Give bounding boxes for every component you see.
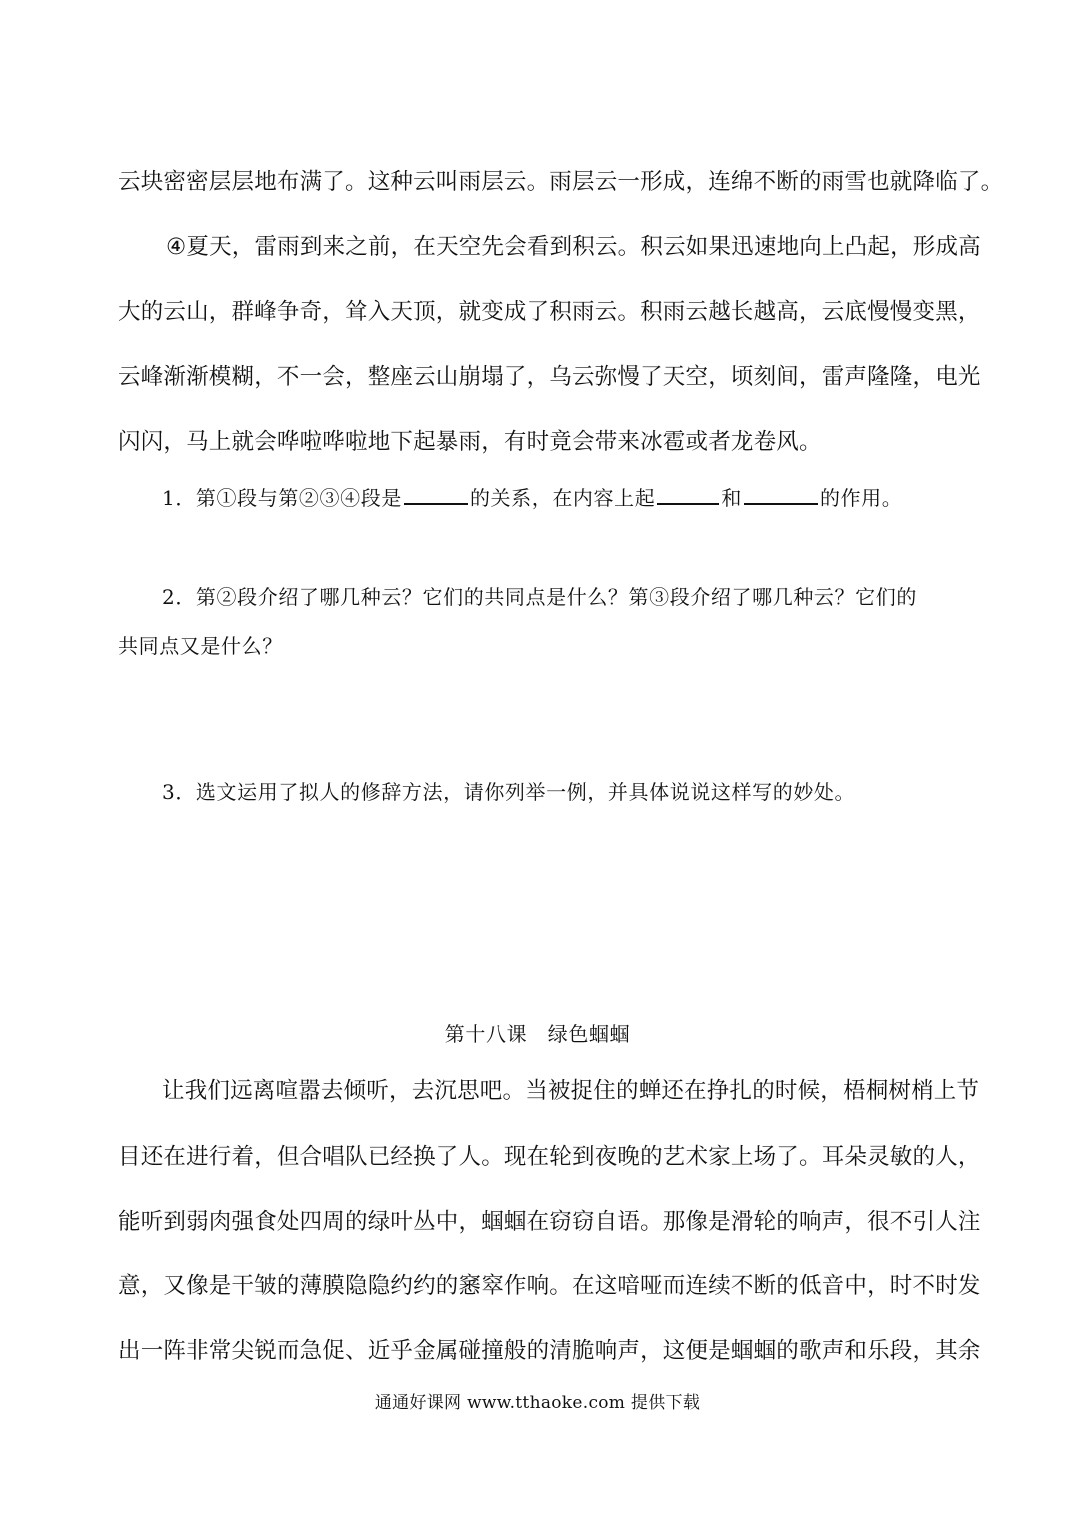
passage-line-5: 闪闪，马上就会哗啦哗啦地下起暴雨，有时竟会带来冰雹或者龙卷风。 — [118, 429, 822, 455]
question-2-line-1: 2．第②段介绍了哪几种云？它们的共同点是什么？第③段介绍了哪几种云？它们的 — [162, 585, 917, 609]
question-1-text-b: 的关系，在内容上起 — [469, 486, 656, 510]
question-3: 3．选文运用了拟人的修辞方法，请你列举一例，并具体说说这样写的妙处。 — [162, 780, 856, 804]
answer-blank-1[interactable] — [404, 483, 468, 505]
passage-line-4: 云峰渐渐模糊，不一会，整座云山崩塌了，乌云弥慢了天空，顷刻间，雷声隆隆，电光 — [118, 364, 981, 390]
question-2-line-2: 共同点又是什么？ — [118, 634, 283, 658]
passage-line-3: 大的云山，群峰争奇，耸入天顶，就变成了积雨云。积雨云越长越高，云底慢慢变黑， — [118, 299, 981, 325]
answer-blank-2[interactable] — [657, 483, 719, 505]
page-footer: 通通好课网 www.tthaoke.com 提供下载 — [374, 1393, 701, 1413]
answer-blank-3[interactable] — [744, 483, 818, 505]
lesson-line-1: 让我们远离喧嚣去倾听，去沉思吧。当被捉住的蝉还在挣扎的时候，梧桐树梢上节 — [162, 1078, 980, 1104]
question-1-text-c: 和 — [721, 486, 742, 510]
question-1-text-a: 1．第①段与第②③④段是 — [162, 486, 402, 510]
lesson-line-4: 意，又像是干皱的薄膜隐隐约约的窸窣作响。在这喑哑而连续不断的低音中，时不时发 — [118, 1273, 981, 1299]
question-1 — [162, 483, 968, 513]
question-1-text-d: 的作用。 — [819, 486, 903, 510]
lesson-title: 第十八课 绿色蝈蝈 — [444, 1022, 631, 1046]
lesson-line-2: 目还在进行着，但合唱队已经换了人。现在轮到夜晚的艺术家上场了。耳朵灵敏的人， — [118, 1144, 981, 1170]
passage-line-2: ④夏天，雷雨到来之前，在天空先会看到积云。积云如果迅速地向上凸起，形成高 — [166, 234, 981, 260]
lesson-line-3: 能听到弱肉强食处四周的绿叶丛中，蝈蝈在窃窃自语。那像是滑轮的响声，很不引人注 — [118, 1209, 981, 1235]
lesson-line-5: 出一阵非常尖锐而急促、近乎金属碰撞般的清脆响声，这便是蝈蝈的歌声和乐段，其余 — [118, 1338, 981, 1364]
passage-line-1: 云块密密层层地布满了。这种云叫雨层云。雨层云一形成，连绵不断的雨雪也就降临了。 — [118, 169, 1004, 195]
